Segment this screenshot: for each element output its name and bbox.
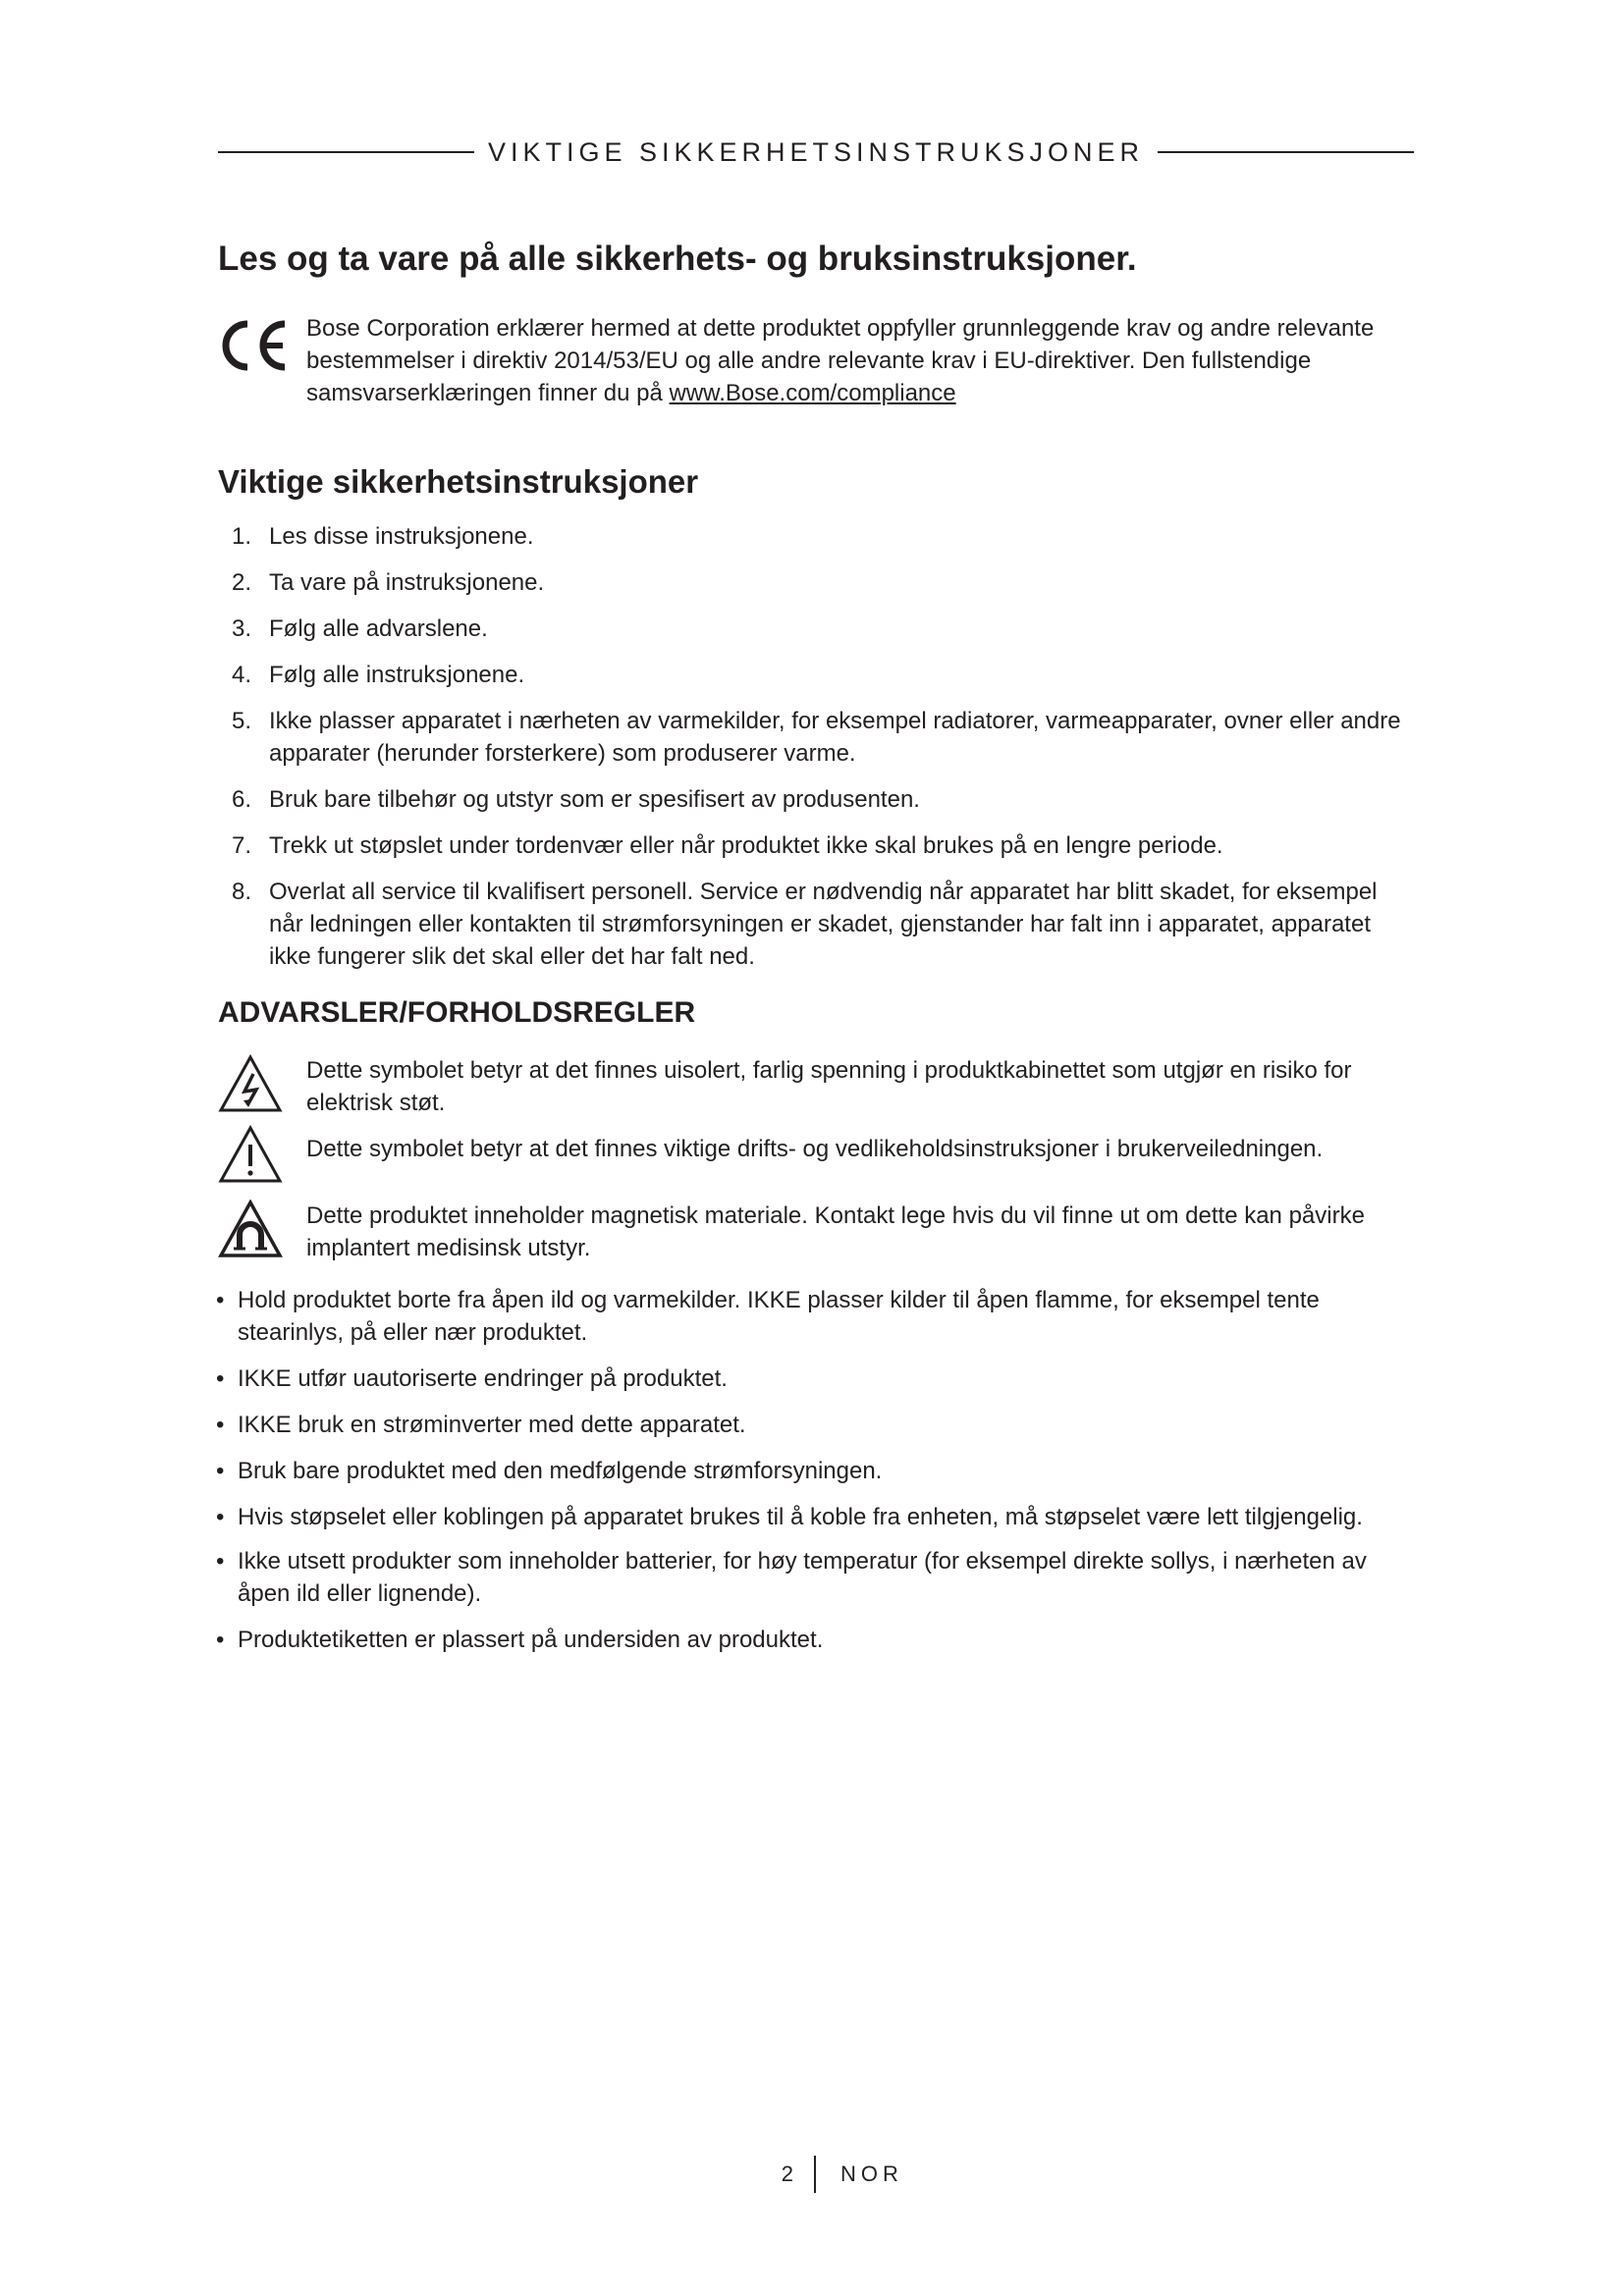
list-item bbox=[232, 659, 1410, 691]
bullet-icon: • bbox=[216, 1458, 225, 1484]
list-item bbox=[216, 1284, 1424, 1349]
ce-mark-icon bbox=[218, 316, 289, 375]
item-text: Produktetiketten er plassert på undersiden av produktet. bbox=[238, 1627, 824, 1653]
item-text: Følg alle advarslene. bbox=[269, 615, 488, 642]
item-number: 1. bbox=[232, 523, 252, 550]
list-item bbox=[232, 829, 1410, 862]
item-text: Hold produktet borte fra åpen ild og varmekilder. IKKE plasser kilder til åpen flamme, for eksempel tente stearinlys, på eller nær produktet. bbox=[238, 1287, 1320, 1346]
page-footer bbox=[0, 2156, 1624, 2195]
bullet-icon: • bbox=[216, 1412, 225, 1438]
running-header bbox=[218, 134, 1414, 170]
warnings-bullet-list bbox=[216, 1284, 1424, 1656]
item-text: Ikke utsett produkter som inneholder batterier, for høy temperatur (for eksempel direkte sollys, i nærheten av åpen ild eller lignende). bbox=[238, 1548, 1367, 1607]
header-rule-right bbox=[1158, 151, 1414, 153]
list-item bbox=[216, 1455, 1424, 1487]
item-text: Bruk bare produktet med den medfølgende strømforsyningen. bbox=[238, 1458, 883, 1484]
header-rule-left bbox=[218, 151, 474, 153]
list-item bbox=[232, 876, 1410, 973]
item-number: 2. bbox=[232, 569, 252, 596]
bullet-icon: • bbox=[216, 1504, 225, 1530]
list-item bbox=[216, 1501, 1424, 1533]
bullet-icon: • bbox=[216, 1627, 225, 1653]
list-item bbox=[216, 1362, 1424, 1395]
header-title: VIKTIGE SIKKERHETSINSTRUKSJONER bbox=[487, 136, 1145, 167]
item-text: Følg alle instruksjonene. bbox=[269, 662, 525, 688]
bullet-icon: • bbox=[216, 1365, 225, 1392]
language-code: NOR bbox=[840, 2162, 903, 2186]
list-item bbox=[232, 566, 1410, 599]
item-text: IKKE utfør uautoriserte endringer på produktet. bbox=[238, 1365, 728, 1392]
electric-shock-warning-icon bbox=[218, 1054, 283, 1113]
item-text: Ta vare på instruksjonene. bbox=[269, 569, 545, 596]
item-text: Hvis støpselet eller koblingen på apparatet brukes til å koble fra enheten, må støpselet være lett tilgjengelig. bbox=[238, 1504, 1363, 1530]
main-heading: Les og ta vare på alle sikkerhets- og bruksinstruksjoner. bbox=[218, 240, 1137, 278]
item-number: 8. bbox=[232, 879, 252, 905]
exclamation-warning-icon bbox=[218, 1125, 283, 1184]
item-text: Les disse instruksjonene. bbox=[269, 523, 534, 550]
ce-text: Bose Corporation erklærer hermed at dette produktet oppfyller grunnleggende krav og andre relevante bestemmelser i direktiv 2014/53/EU og alle andre relevante krav i EU-direktiver. Den fullstendige samsvarserklæringen finner du på bbox=[306, 315, 1375, 406]
warning-symbol-text: Dette produktet inneholder magnetisk materiale. Kontakt lege hvis du vil finne ut om dette kan påvirke implantert medisinsk utstyr. bbox=[306, 1202, 1365, 1261]
item-text: IKKE bruk en strøminverter med dette apparatet. bbox=[238, 1412, 746, 1438]
bullet-icon: • bbox=[216, 1548, 225, 1575]
ce-declaration-text bbox=[306, 312, 1416, 409]
item-number: 5. bbox=[232, 708, 252, 734]
list-item bbox=[232, 520, 1410, 553]
list-item bbox=[232, 613, 1410, 645]
list-item bbox=[232, 783, 1410, 816]
page-number: 2 bbox=[781, 2162, 795, 2186]
safety-heading: Viktige sikkerhetsinstruksjoner bbox=[218, 463, 699, 500]
warning-symbol-text: Dette symbolet betyr at det finnes viktige drifts- og vedlikeholdsinstruksjoner i brukerveiledningen. bbox=[306, 1136, 1324, 1162]
compliance-link[interactable]: www.Bose.com/compliance bbox=[669, 380, 956, 406]
item-text: Trekk ut støpslet under tordenvær eller når produktet ikke skal brukes på en lengre periode. bbox=[269, 832, 1223, 859]
list-item bbox=[216, 1624, 1424, 1656]
list-item bbox=[216, 1545, 1424, 1610]
item-number: 6. bbox=[232, 786, 252, 813]
bullet-icon: • bbox=[216, 1287, 225, 1313]
safety-instructions-list bbox=[232, 520, 1410, 973]
item-number: 7. bbox=[232, 832, 252, 859]
warning-symbol-text: Dette symbolet betyr at det finnes uisolert, farlig spenning i produktkabinettet som utgjør en risiko for elektrisk støt. bbox=[306, 1057, 1352, 1116]
magnet-warning-icon bbox=[218, 1200, 283, 1258]
item-text: Bruk bare tilbehør og utstyr som er spesifisert av produsenten. bbox=[269, 786, 920, 813]
footer-divider bbox=[814, 2156, 816, 2193]
item-number: 3. bbox=[232, 615, 252, 642]
item-text: Overlat all service til kvalifisert personell. Service er nødvendig når apparatet har blitt skadet, for eksempel når ledningen eller kontakten til strømforsyningen er skadet, gjenstander har falt inn i apparatet, apparatet ikke fungerer slik det skal eller det har falt ned. bbox=[269, 879, 1378, 970]
item-text: Ikke plasser apparatet i nærheten av varmekilder, for eksempel radiatorer, varmeapparater, ovner eller andre apparater (herunder forsterkere) som produserer varme. bbox=[269, 708, 1401, 767]
list-item bbox=[232, 705, 1410, 770]
warnings-heading: ADVARSLER/FORHOLDSREGLER bbox=[218, 996, 696, 1029]
list-item bbox=[216, 1409, 1424, 1441]
item-number: 4. bbox=[232, 662, 252, 688]
